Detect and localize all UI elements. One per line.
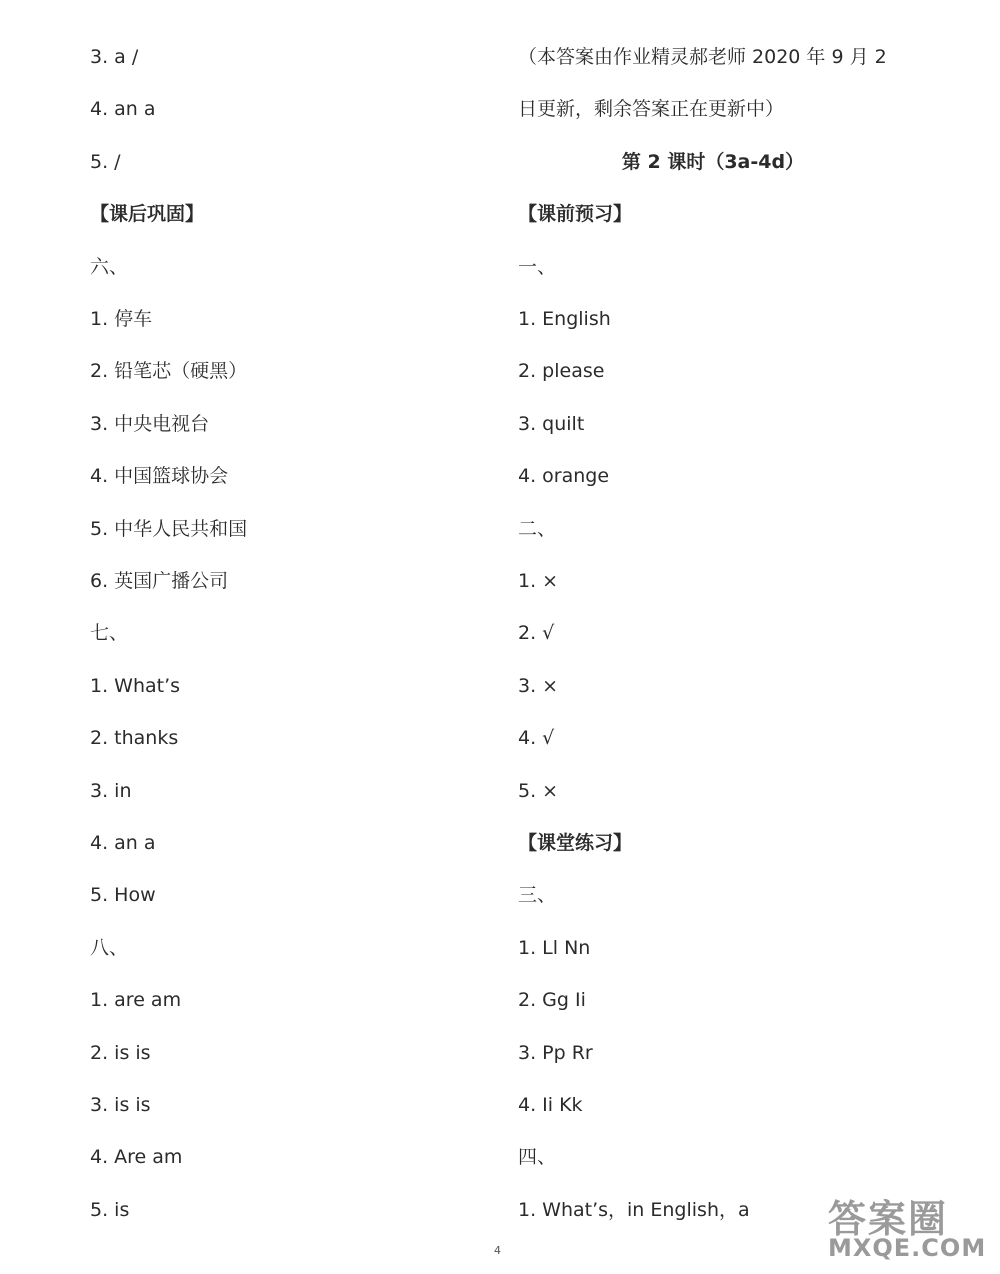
left-column-line: 2. 铅笔芯（硬黑） bbox=[90, 360, 248, 383]
right-column-line: 【课前预习】 bbox=[518, 203, 633, 226]
left-column-line: 4. 中国篮球协会 bbox=[90, 465, 229, 488]
right-column-line: 3. × bbox=[518, 674, 559, 697]
left-column-line: 5. / bbox=[90, 150, 121, 173]
right-column-line: 2. Gg Ii bbox=[518, 989, 586, 1012]
left-column-line: 七、 bbox=[90, 622, 129, 645]
right-column-line: 4. √ bbox=[518, 727, 555, 750]
left-column-line: 3. 中央电视台 bbox=[90, 412, 210, 435]
right-column-line: 5. × bbox=[518, 779, 559, 802]
left-column-line: 2. thanks bbox=[90, 727, 179, 750]
right-column-line: 1. × bbox=[518, 570, 559, 592]
right-column-line: 3. quilt bbox=[518, 412, 585, 435]
left-column-line: 1. What’s bbox=[90, 674, 181, 697]
right-column-line: 【课堂练习】 bbox=[518, 832, 633, 854]
right-column-line: 日更新，剩余答案正在更新中） bbox=[518, 98, 785, 121]
right-column-line: 第 2 课时（3a-4d） bbox=[621, 150, 805, 173]
right-column-line: 3. Pp Rr bbox=[518, 1041, 593, 1064]
watermark-url: MXQE.COM bbox=[828, 1234, 987, 1262]
left-column-line: 3. in bbox=[90, 779, 132, 802]
left-column-line: 4. an a bbox=[90, 98, 156, 121]
left-column-line: 1. are am bbox=[90, 989, 182, 1012]
right-column-line: （本答案由作业精灵郝老师 2020 年 9 月 2 bbox=[518, 46, 887, 68]
right-column-line: 2. please bbox=[518, 360, 605, 383]
watermark-text: 答案圈 bbox=[828, 1197, 949, 1241]
right-column-line: 1. English bbox=[518, 308, 611, 330]
left-column-line: 2. is is bbox=[90, 1041, 151, 1064]
left-column-line: 5. 中华人民共和国 bbox=[90, 517, 248, 540]
watermark-logo bbox=[820, 1188, 995, 1268]
right-column-line: 1. Ll Nn bbox=[518, 936, 591, 959]
left-column-line: 4. Are am bbox=[90, 1146, 183, 1169]
left-column-line: 4. an a bbox=[90, 832, 156, 854]
left-column-line: 5. How bbox=[90, 884, 156, 907]
right-column-line: 二、 bbox=[518, 517, 557, 540]
left-column-line: 1. 停车 bbox=[90, 308, 153, 330]
left-column-line: 六、 bbox=[90, 255, 129, 278]
left-column-line: 6. 英国广播公司 bbox=[90, 570, 229, 592]
left-column-line: 八、 bbox=[90, 936, 129, 959]
right-column-line: 2. √ bbox=[518, 622, 555, 645]
right-column-line: 四、 bbox=[518, 1146, 557, 1169]
left-column-line: 5. is bbox=[90, 1198, 130, 1221]
right-column-line: 一、 bbox=[518, 255, 557, 278]
right-column-line: 4. Ii Kk bbox=[518, 1094, 583, 1116]
right-column-line: 4. orange bbox=[518, 465, 610, 488]
left-column-line: 3. a / bbox=[90, 46, 139, 68]
left-column-line: 【课后巩固】 bbox=[90, 203, 205, 226]
page-number: 4 bbox=[494, 1244, 501, 1257]
left-column-line: 3. is is bbox=[90, 1094, 151, 1116]
right-column-line: 1. What’s，in English，a bbox=[518, 1198, 750, 1221]
right-column-line: 三、 bbox=[518, 884, 557, 907]
